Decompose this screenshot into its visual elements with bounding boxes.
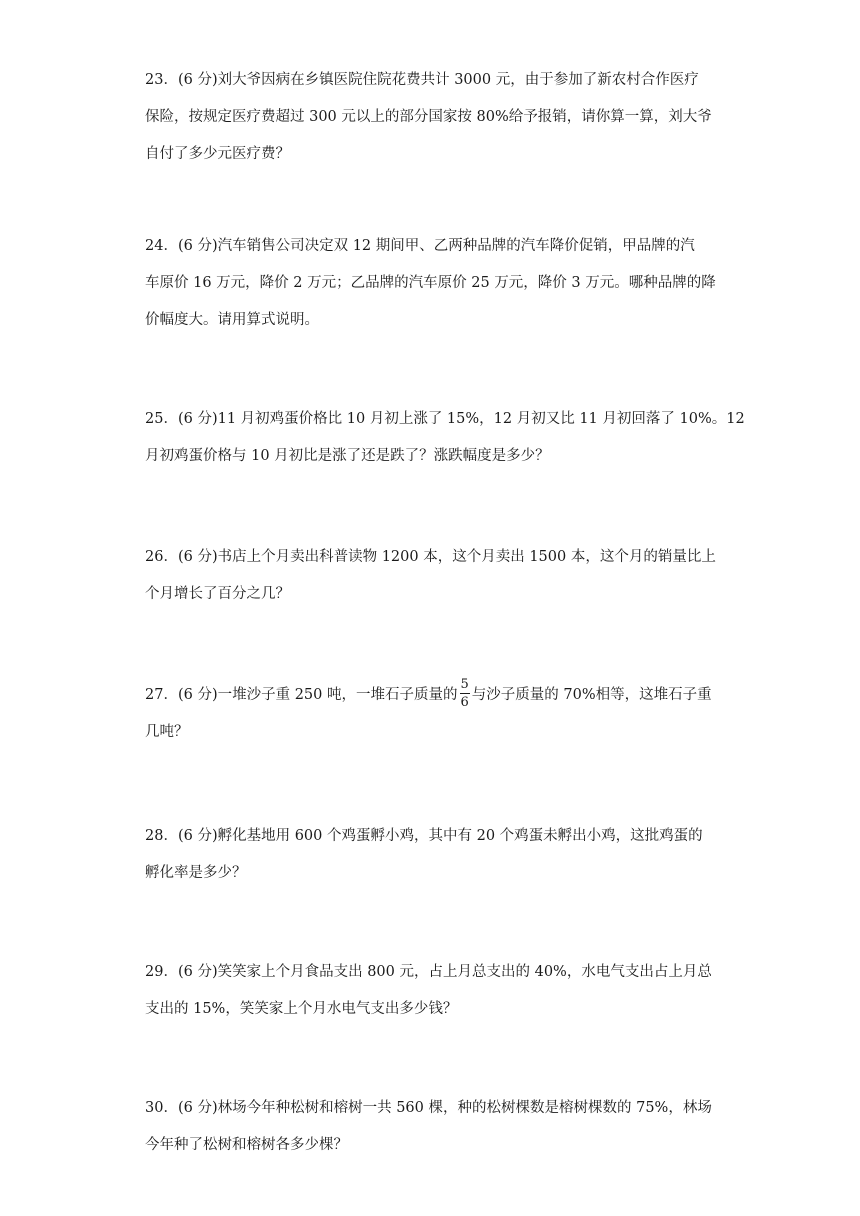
question-28-line-2: 孵化率是多少？ (145, 865, 247, 881)
question-30-line-1: 30．(6 分)林场今年种松树和榕树一共 560 棵，种的松树棵数是榕树棵数的 75%，林场 (145, 1100, 712, 1116)
question-24-line-1: 24．(6 分)汽车销售公司决定双 12 期间甲、乙两种品牌的汽车降价促销，甲品牌的汽 (145, 238, 695, 254)
question-27-line-2: 几吨？ (145, 724, 189, 740)
question-27-text-before: 27．(6 分)一堆沙子重 250 吨，一堆石子质量的 (145, 687, 458, 703)
question-27-line-1 (145, 677, 720, 714)
question-24 (145, 228, 720, 339)
fraction-numerator: 5 (460, 676, 469, 692)
question-30-line-2: 今年种了松树和榕树各多少棵？ (145, 1137, 348, 1153)
question-23-line-3: 自付了多少元医疗费？ (145, 146, 290, 162)
question-29-line-2: 支出的 15%，笑笑家上个月水电气支出多少钱？ (145, 1001, 458, 1017)
question-29 (145, 954, 720, 1028)
question-27-text-after: 与沙子质量的 70%相等，这堆石子重 (471, 687, 712, 703)
question-28-line-1: 28．(6 分)孵化基地用 600 个鸡蛋孵小鸡，其中有 20 个鸡蛋未孵出小鸡，这批鸡蛋的 (145, 828, 703, 844)
question-29-line-1: 29．(6 分)笑笑家上个月食品支出 800 元，占上月总支出的 40%，水电气支出占上月总 (145, 964, 712, 980)
question-25-line-2: 月初鸡蛋价格与 10 月初比是涨了还是跌了？涨跌幅度是多少？ (145, 448, 550, 464)
question-25 (145, 401, 745, 475)
question-26-line-1: 26．(6 分)书店上个月卖出科普读物 1200 本，这个月卖出 1500 本，这个月的销量比上 (145, 549, 716, 565)
fraction-five-sixths (460, 678, 470, 709)
fraction-denominator: 6 (460, 694, 469, 710)
question-26 (145, 539, 720, 613)
question-30 (145, 1090, 720, 1164)
question-23 (145, 62, 720, 173)
question-25-line-1: 25．(6 分)11 月初鸡蛋价格比 10 月初上涨了 15%，12 月初又比 11 月初回落了 10%。12 (145, 411, 745, 427)
question-28 (145, 818, 720, 892)
question-27 (145, 677, 720, 751)
question-23-line-1: 23．(6 分)刘大爷因病在乡镇医院住院花费共计 3000 元，由于参加了新农村合作医疗 (145, 72, 699, 88)
question-24-line-3: 价幅度大。请用算式说明。 (145, 312, 319, 328)
question-23-line-2: 保险，按规定医疗费超过 300 元以上的部分国家按 80%给予报销，请你算一算，刘大爷 (145, 109, 712, 125)
question-26-line-2: 个月增长了百分之几？ (145, 586, 290, 602)
question-24-line-2: 车原价 16 万元，降价 2 万元；乙品牌的汽车原价 25 万元，降价 3 万元。哪种品牌的降 (145, 275, 716, 291)
